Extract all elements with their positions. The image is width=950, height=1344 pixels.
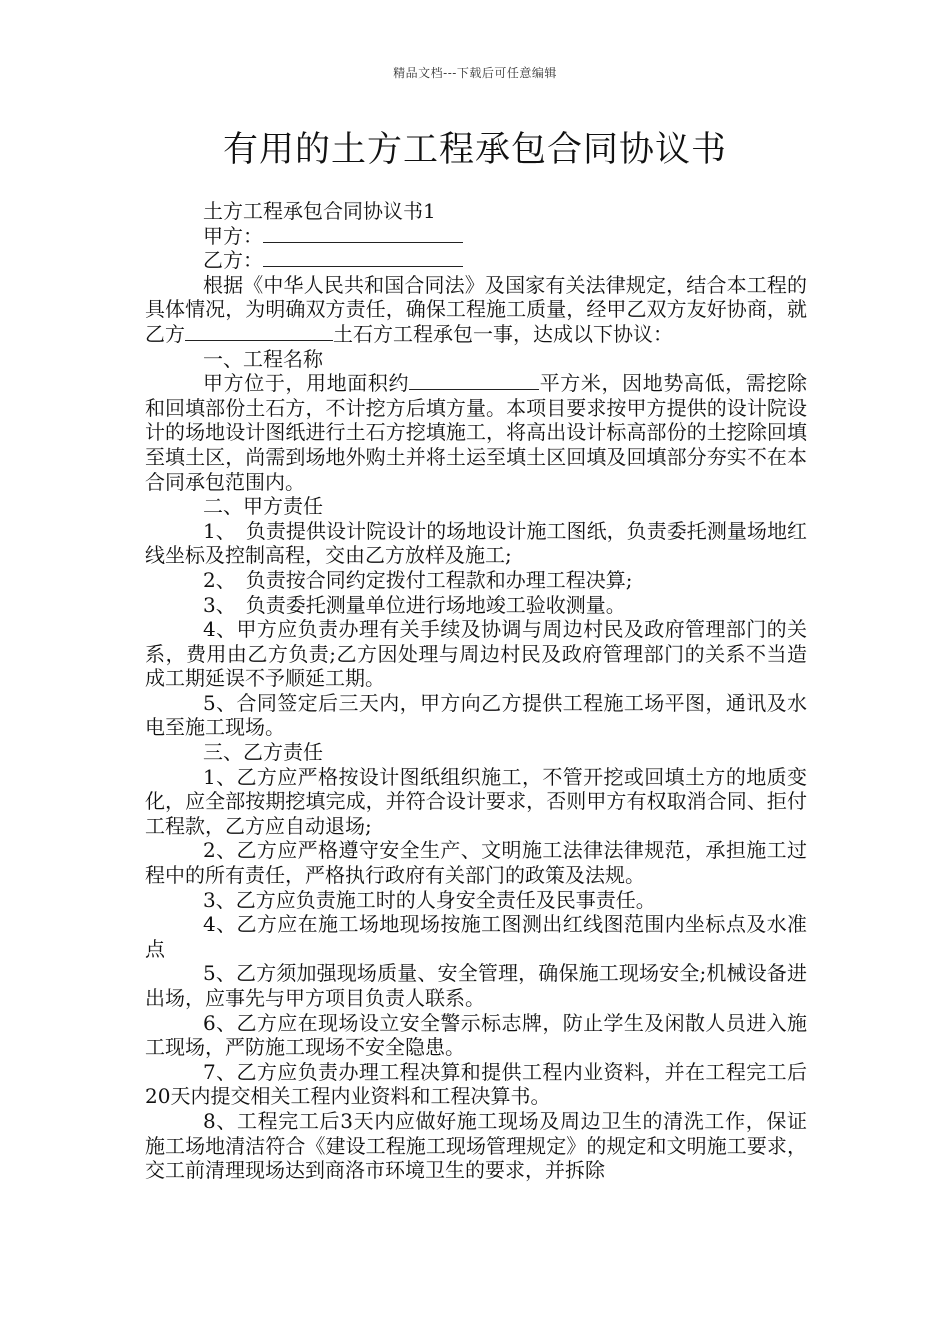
section-3-item: 5、乙方须加强现场质量、安全管理，确保施工现场安全;机械设备进出场，应事先与甲方项目负责人联系。 xyxy=(145,961,807,1010)
party-b-blank xyxy=(263,248,463,267)
intro-text-2: 土石方工程承包一事，达成以下协议： xyxy=(333,321,673,346)
intro-paragraph xyxy=(145,273,807,347)
section-3-item: 3、乙方应负责施工时的人身安全责任及民事责任。 xyxy=(203,887,656,912)
section-2-title: 二、甲方责任 xyxy=(203,494,323,519)
document-body xyxy=(145,199,807,1183)
section-2-item: 5、合同签定后三天内，甲方向乙方提供工程施工场平图，通讯及水电至施工现场。 xyxy=(145,690,807,740)
section-2-item: 3、 负责委托测量单位进行场地竣工验收测量。 xyxy=(203,592,626,617)
section-2-item: 4、甲方应负责办理有关手续及协调与周边村民及政府管理部门的关系，费用由乙方负责;乙方因处理与周边村民及政府管理部门的关系不当造成工期延误不予顺延工期。 xyxy=(145,617,807,691)
section-2-item: 2、 负责按合同约定拨付工程款和办理工程决算; xyxy=(203,567,633,592)
page-header: 精品文档---下载后可任意编辑 xyxy=(393,66,557,80)
section-3-item: 4、乙方应在施工场地现场按施工图测出红线图范围内坐标点及水准点 xyxy=(145,912,807,961)
party-a-blank xyxy=(263,224,463,243)
project-blank xyxy=(185,322,333,341)
contract-subtitle: 土方工程承包合同协议书1 xyxy=(203,199,436,223)
section-2-item: 1、 负责提供设计院设计的场地设计施工图纸，负责委托测量场地红线坐标及控制高程，交由乙方放样及施工; xyxy=(145,518,807,568)
party-b-line xyxy=(145,248,807,273)
section-3-item: 8、工程完工后3天内应做好施工现场及周边卫生的清洗工作，保证施工场地清洁符合《建设工程施工现场管理规定》的规定和文明施工要求，交工前清理现场达到商洛市环境卫生的要求，并拆除 xyxy=(145,1108,807,1183)
section-3-title: 三、乙方责任 xyxy=(203,740,323,765)
party-a-label: 甲方： xyxy=(203,223,263,248)
intro-text-1: 根据《中华人民共和国合同法》及国家有关法律规定，结合本工程的具体情况，为明确双方责任，确保工程施工质量，经甲乙双方友好协商，就乙方 xyxy=(145,272,807,346)
section-3-item: 2、乙方应严格遵守安全生产、文明施工法律法律规范，承担施工过程中的所有责任，严格执行政府有关部门的政策及法规。 xyxy=(145,838,807,888)
section-1-paragraph xyxy=(145,371,807,494)
area-blank xyxy=(409,371,539,390)
party-a-line xyxy=(145,224,807,249)
document-title: 有用的土方工程承包合同协议书 xyxy=(222,130,727,170)
section-1-text-2: 平方米，因地势高低，需挖除和回填部份土石方，不计挖方后填方量。本项目要求按甲方提供的设计院设计的场地设计图纸进行土石方挖填施工，将高出设计标高部份的土挖除回填至填土区，尚需到场地外购土并将土运至填土区回填及回填部分夯实不在本合同承包范围内。 xyxy=(145,371,808,494)
section-1-text-1: 甲方位于，用地面积约 xyxy=(203,371,410,396)
section-3-item: 6、乙方应在现场设立安全警示标志牌，防止学生及闲散人员进入施工现场，严防施工现场不安全隐患。 xyxy=(145,1010,807,1060)
section-1-title: 一、工程名称 xyxy=(203,346,323,371)
party-b-label: 乙方： xyxy=(203,248,263,273)
section-3-item: 1、乙方应严格按设计图纸组织施工，不管开挖或回填土方的地质变化，应全部按期挖填完成，并符合设计要求，否则甲方有权取消合同、拒付工程款，乙方应自动退场; xyxy=(145,764,807,838)
section-3-item: 7、乙方应负责办理工程决算和提供工程内业资料，并在工程完工后20天内提交相关工程内业资料和工程决算书。 xyxy=(145,1059,807,1109)
